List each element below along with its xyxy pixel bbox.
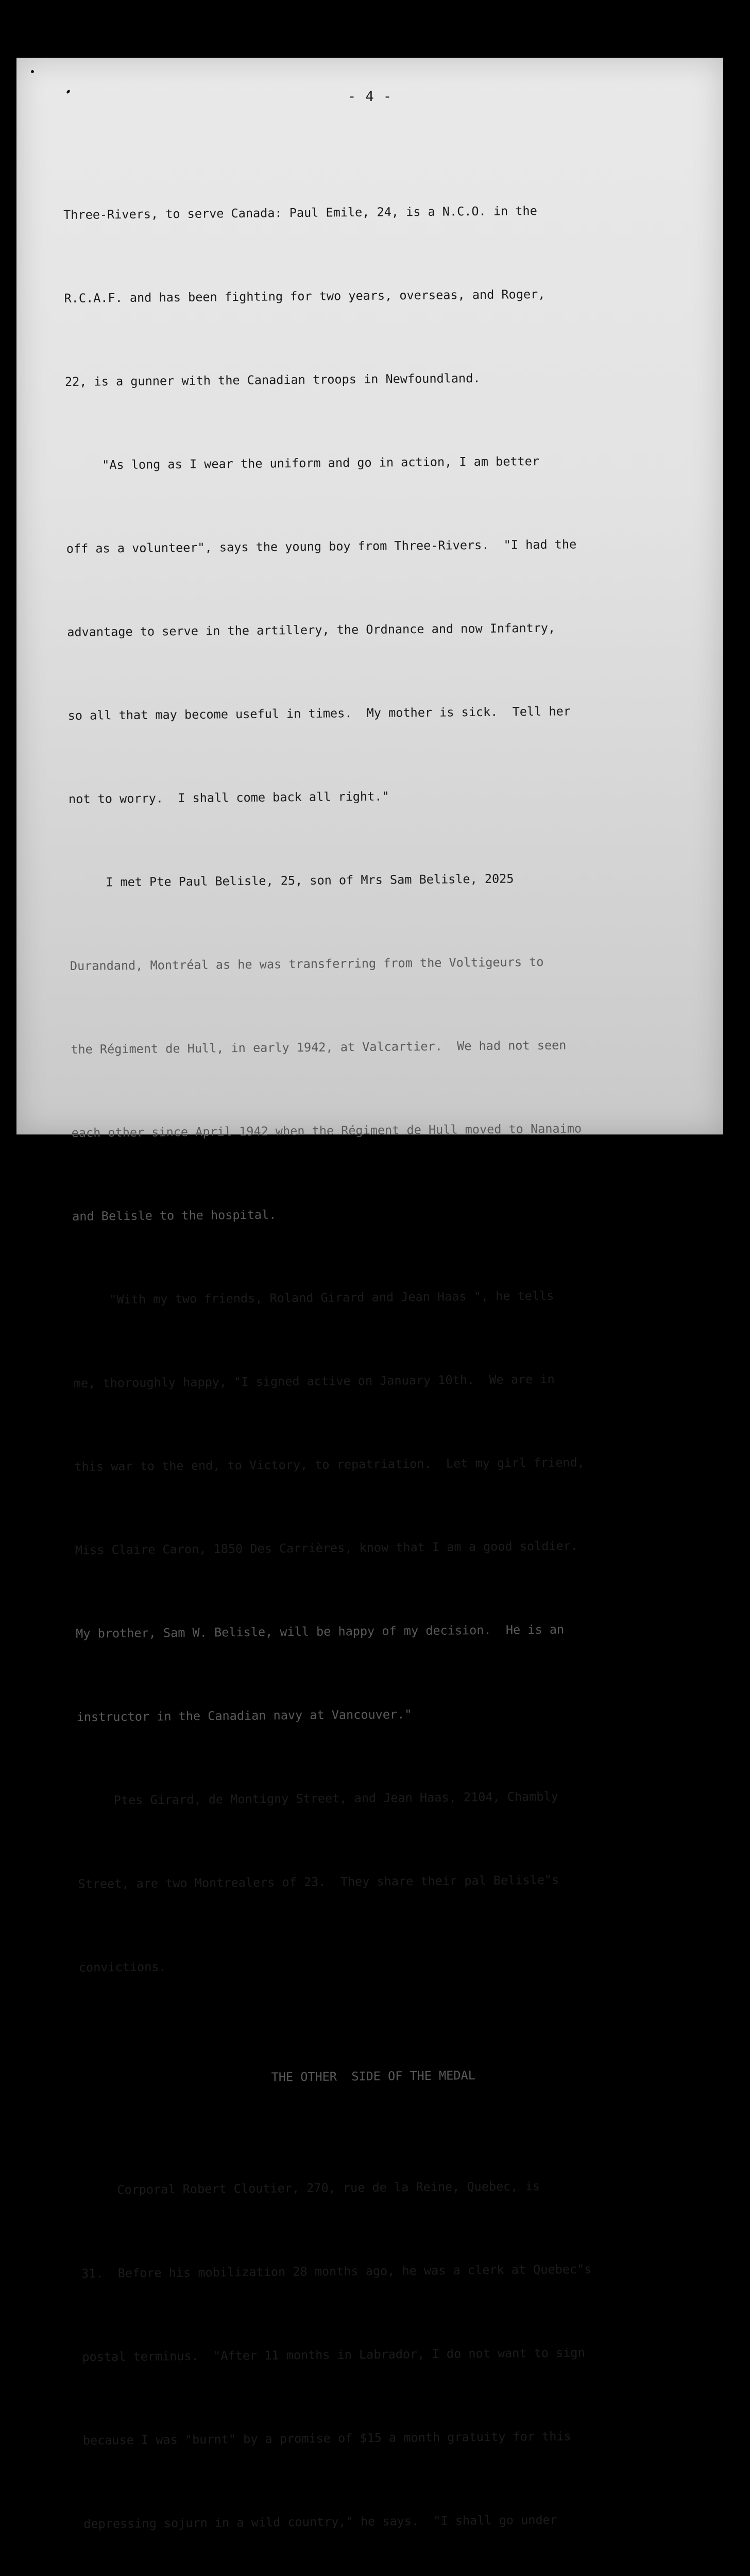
text-line: and Belisle to the hospital. (72, 1207, 277, 1224)
text-line: the Régiment de Hull, in early 1942, at Valcartier. We had not seen (71, 1038, 567, 1057)
text-line: not to worry. I shall come back all right." (68, 789, 389, 806)
section-heading: THE OTHER SIDE OF THE MEDAL (271, 2068, 475, 2084)
text-line: instructor in the Canadian navy at Vancouver." (76, 1707, 412, 1724)
document-body (63, 140, 717, 2576)
text-line: me, thoroughly happy, "I signed active on January 10th. We are in (73, 1371, 555, 1391)
page-number: - 4 - (347, 89, 393, 105)
text-line: each other since April 1942 when the Régiment de Hull moved to Nanaimo (71, 1121, 582, 1140)
dust-speck (31, 70, 34, 73)
text-line: because I was "burnt" by a promise of $15 a month gratuity for this (82, 2429, 571, 2448)
text-line: Durandand, Montréal as he was transferring from the Voltigeurs to (70, 954, 544, 973)
document-page (16, 58, 723, 2531)
text-line: convictions. (78, 1959, 166, 1975)
text-line: My brother, Sam W. Belisle, will be happy of my decision. He is an (76, 1622, 565, 1641)
text-line: 31. Before his mobilization 28 months ago, he was a clerk at Quebec"s (81, 2262, 592, 2281)
text-line: Three-Rivers, to serve Canada: Paul Emile, 24, is a N.C.O. in the (63, 203, 537, 222)
text-line: Corporal Robert Cloutier, 270, rue de la Reine, Quebec, is (80, 2179, 540, 2197)
text-line: 22, is a gunner with the Canadian troops in Newfoundland. (64, 370, 481, 389)
text-line: "With my two friends, Roland Girard and Jean Haas ", he tells (73, 1288, 554, 1307)
text-line: depressing sojurn in a wild country," he says. "I shall go under (83, 2512, 558, 2531)
text-line: Ptes Girard, de Montigny Street, and Jean Haas, 2104, Chambly (77, 1789, 558, 1808)
text-line: so all that may become useful in times. My mother is sick. Tell her (67, 704, 571, 723)
text-line: this war to the end, to Victory, to repatriation. Let my girl friend, (74, 1455, 585, 1474)
text-line: R.C.A.F. and has been fighting for two years, overseas, and Roger, (64, 286, 546, 306)
text-line: I met Pte Paul Belisle, 25, son of Mrs Sam Belisle, 2025 (69, 871, 514, 890)
text-line: off as a volunteer", says the young boy from Three-Rivers. "I had the (66, 537, 577, 556)
text-line: Street, are two Montrealers of 23. They share their pal Belisle"s (78, 1872, 559, 1891)
text-line: postal terminus. "After 11 months in Labrador, I do not want to sign (82, 2345, 585, 2364)
text-line: advantage to serve in the artillery, the Ordnance and now Infantry, (67, 620, 556, 639)
text-line: Miss Claire Caron, 1850 Des Carrières, know that I am a good soldier. (75, 1538, 578, 1557)
text-line: "As long as I wear the uniform and go in action, I am better (65, 453, 540, 472)
